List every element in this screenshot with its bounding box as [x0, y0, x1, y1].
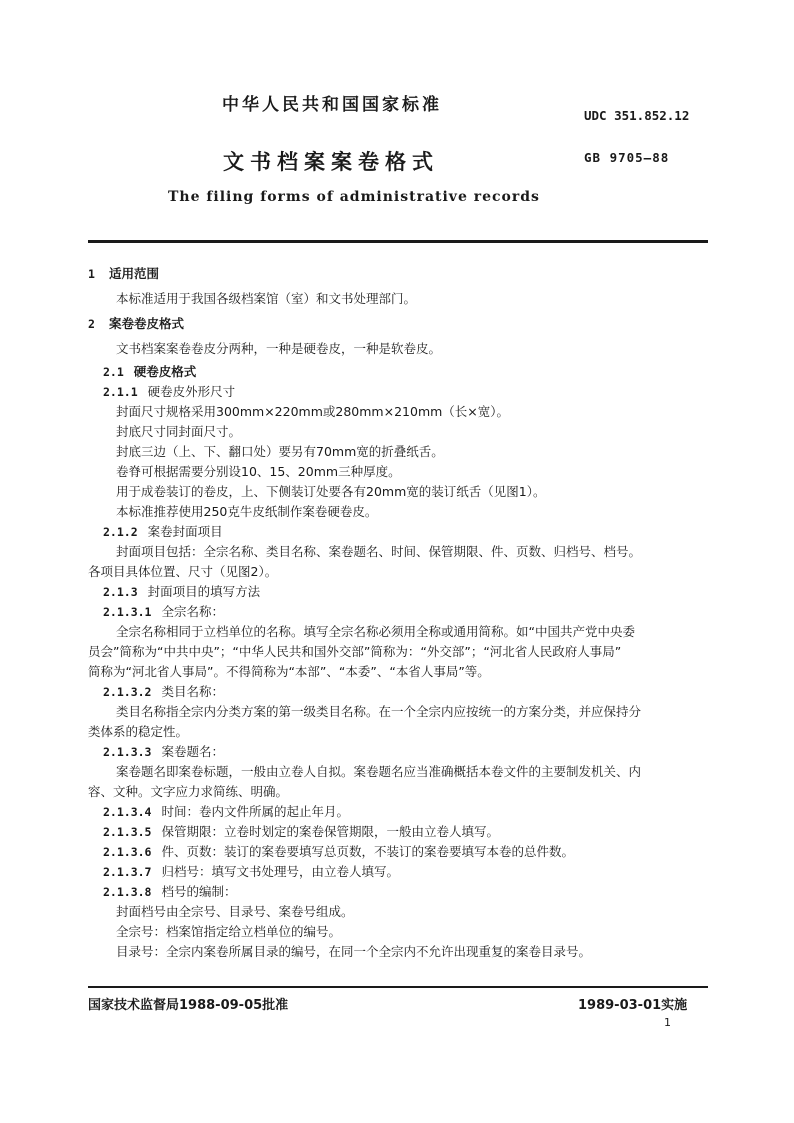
line-text: 时间：卷内文件所属的起止年月。	[161, 804, 349, 819]
text-line	[88, 562, 277, 582]
line-text: 类目名称指全宗内分类方案的第一级类目名称。在一个全宗内应按统一的方案分类，并应保持分	[116, 704, 642, 719]
text-line	[116, 339, 441, 359]
clause-number: 2.1.3.8	[103, 885, 152, 899]
line-text: 文书档案案卷卷皮分两种，一种是硬卷皮，一种是软卷皮。	[116, 341, 442, 356]
text-line	[103, 382, 235, 402]
text-line	[116, 922, 341, 942]
text-line	[116, 402, 509, 422]
clause-number: 1	[88, 267, 95, 281]
line-text: 封底三边（上、下、翻口处）要另有70mm宽的折叠纸舌。	[116, 444, 444, 459]
clause-number: 2	[88, 317, 95, 331]
clause-number: 2.1.1	[103, 385, 138, 399]
text-line	[103, 602, 224, 622]
text-line	[116, 289, 416, 309]
text-line	[88, 782, 288, 802]
line-text: 本标准适用于我国各级档案馆（室）和文书处理部门。	[116, 291, 417, 306]
clause-number: 2.1.3	[103, 585, 138, 599]
text-line	[103, 842, 574, 862]
clause-number: 2.1.3.1	[103, 605, 152, 619]
line-text: 封底尺寸同封面尺寸。	[116, 424, 242, 439]
text-line	[103, 522, 223, 542]
line-text: 类目名称：	[161, 684, 224, 699]
line-text: 简称为“河北省人事局”。不得简称为“本部”、“本委”、“本省人事局”等。	[88, 664, 490, 679]
line-text: 全宗名称：	[161, 604, 224, 619]
clause-number: 2.1.3.5	[103, 825, 152, 839]
standard-name: 中华人民共和国国家标准	[222, 95, 442, 115]
page-number: 1	[664, 1016, 671, 1029]
clause-number: 2.1	[103, 365, 124, 379]
text-line	[116, 422, 241, 442]
footer-divider	[88, 986, 708, 988]
line-text: 案卷卷皮格式	[108, 316, 184, 331]
text-line	[116, 502, 377, 522]
line-text: 全宗名称相同于立档单位的名称。填写全宗名称必须用全称或通用简称。如“中国共产党中央委	[116, 624, 635, 639]
line-text: 容、文种。文字应力求简练、明确。	[88, 784, 289, 799]
text-line	[116, 702, 641, 722]
clause-number: 2.1.3.7	[103, 865, 152, 879]
line-text: 件、页数：装订的案卷要填写总页数，不装订的案卷要填写本卷的总件数。	[161, 844, 574, 859]
text-line	[88, 314, 184, 334]
clause-number: 2.1.3.3	[103, 745, 152, 759]
text-line	[116, 482, 545, 502]
line-text: 封面尺寸规格采用300mm×220mm或280mm×210mm（长×宽）。	[116, 404, 510, 419]
line-text: 各项目具体位置、尺寸（见图2）。	[88, 564, 278, 579]
line-text: 案卷封面项目	[147, 524, 223, 539]
text-line	[88, 642, 621, 662]
text-line	[103, 682, 224, 702]
line-text: 案卷题名即案卷标题，一般由立卷人自拟。案卷题名应当准确概括本卷文件的主要制发机关、内	[116, 764, 642, 779]
text-line	[88, 722, 188, 742]
line-text: 保管期限：立卷时划定的案卷保管期限，一般由立卷人填写。	[161, 824, 499, 839]
approval-note: 国家技术监督局1988-09-05批准	[88, 998, 289, 1013]
clause-number: 2.1.3.4	[103, 805, 152, 819]
text-line	[116, 762, 641, 782]
text-line	[116, 622, 635, 642]
line-text: 目录号：全宗内案卷所属目录的编号，在同一个全宗内不允许出现重复的案卷目录号。	[116, 944, 592, 959]
line-text: 封面项目的填写方法	[147, 584, 261, 599]
text-line	[103, 822, 499, 842]
text-line	[116, 542, 641, 562]
text-line	[103, 582, 260, 602]
text-line	[103, 742, 224, 762]
text-line	[116, 902, 354, 922]
line-text: 员会”简称为“中共中央”；“中华人民共和国外交部”简称为：“外交部”；“河北省人民政府人事局”	[88, 644, 622, 659]
document-title-en: The filing forms of administrative records	[168, 189, 540, 205]
gb-number: GB 9705—88	[584, 150, 670, 165]
line-text: 归档号：填写文书处理号，由立卷人填写。	[161, 864, 399, 879]
clause-number: 2.1.2	[103, 525, 138, 539]
clause-number: 2.1.3.2	[103, 685, 152, 699]
line-text: 适用范围	[108, 266, 159, 281]
text-line	[116, 942, 591, 962]
udc-code: UDC 351.852.12	[584, 108, 690, 123]
text-line	[103, 362, 196, 382]
header-divider	[88, 240, 708, 243]
line-text: 用于成卷装订的卷皮，上、下侧装订处要各有20mm宽的装订纸舌（见图1）。	[116, 484, 546, 499]
clause-number: 2.1.3.6	[103, 845, 152, 859]
line-text: 档号的编制：	[161, 884, 237, 899]
line-text: 全宗号：档案馆指定给立档单位的编号。	[116, 924, 342, 939]
line-text: 本标准推荐使用250克牛皮纸制作案卷硬卷皮。	[116, 504, 378, 519]
text-line	[88, 264, 159, 284]
text-line	[88, 662, 490, 682]
text-line	[116, 462, 401, 482]
line-text: 硬卷皮格式	[133, 364, 197, 379]
text-line	[116, 442, 444, 462]
line-text: 类体系的稳定性。	[88, 724, 189, 739]
line-text: 卷脊可根据需要分别设10、15、20mm三种厚度。	[116, 464, 401, 479]
text-line	[103, 802, 349, 822]
effective-date: 1989-03-01实施	[578, 998, 688, 1013]
line-text: 封面档号由全宗号、目录号、案卷号组成。	[116, 904, 354, 919]
text-line	[103, 862, 399, 882]
line-text: 案卷题名：	[161, 744, 224, 759]
text-line	[103, 882, 236, 902]
line-text: 硬卷皮外形尺寸	[147, 384, 236, 399]
line-text: 封面项目包括：全宗名称、类目名称、案卷题名、时间、保管期限、件、页数、归档号、档号。	[116, 544, 642, 559]
document-title-cn: 文书档案案卷格式	[223, 150, 439, 174]
